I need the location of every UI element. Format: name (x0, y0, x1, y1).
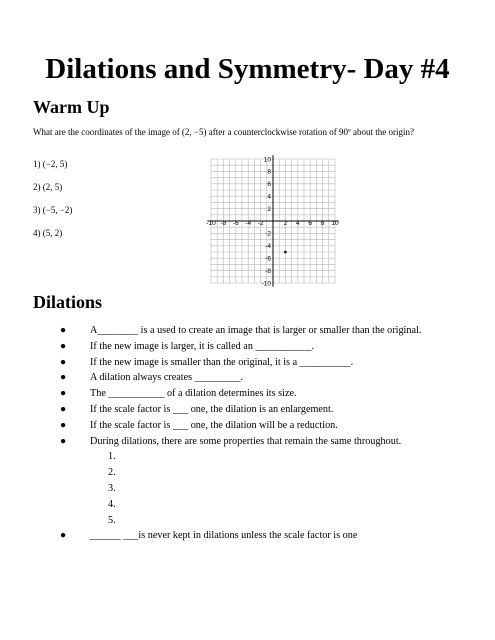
bullet-text: If the new image is larger, it is called an ___________. (90, 340, 315, 352)
x-tick-label: 4 (295, 219, 300, 227)
x-tick-label: 2 (283, 219, 288, 227)
coordinate-grid (192, 153, 354, 287)
page-title: Dilations and Symmetry- Day #4 (45, 53, 450, 85)
numbered-item: 3. (108, 482, 116, 494)
numbered-item: 4. (108, 498, 116, 510)
bullet-icon: ● (60, 325, 67, 336)
dilations-notes (60, 323, 470, 544)
bullet-text: A dilation always creates _________. (90, 372, 244, 384)
warmup-question: What are the coordinates of the image of (2, −5) after a counterclockwise rotation of 90º about the origin? (33, 127, 414, 137)
bullet-icon: ● (60, 388, 67, 400)
numbered-item: 1. (108, 451, 116, 463)
y-tick-label: -8 (265, 267, 271, 275)
answer-option-4: 4) (5, 2) (33, 228, 63, 238)
y-tick-label: -10 (261, 280, 271, 287)
x-tick-label: -8 (220, 219, 227, 227)
list-item (60, 386, 470, 402)
list-item (60, 323, 470, 339)
x-tick-label: -10 (206, 219, 216, 227)
numbered-item: 5. (108, 514, 116, 526)
y-tick-label: -2 (265, 230, 271, 238)
bullet-text: ______ ___is never kept in dilations unless the scale factor is one (90, 530, 358, 542)
bullet-icon: ● (60, 372, 67, 384)
bullet-text: If the scale factor is ___ one, the dilation is an enlargement. (90, 403, 334, 415)
bullet-icon: ● (60, 403, 67, 415)
x-tick-label: -6 (232, 219, 239, 227)
bullet-text: The ___________ of a dilation determines its size. (90, 388, 297, 400)
numbered-item: 2. (108, 467, 116, 479)
bullet-icon: ● (60, 356, 67, 368)
list-item (60, 402, 470, 418)
plotted-point (284, 251, 287, 254)
y-tick-label: 4 (267, 193, 271, 201)
list-item (60, 418, 470, 434)
warmup-heading: Warm Up (33, 97, 110, 117)
y-tick-label: -6 (265, 255, 271, 263)
x-tick-label: 6 (308, 219, 313, 227)
y-tick-label: 2 (267, 205, 271, 213)
list-item (60, 434, 470, 529)
answer-option-1: 1) (−2, 5) (33, 159, 68, 169)
bullet-text: A________ is a used to create an image that is larger or smaller than the original. (90, 325, 422, 336)
dilations-heading: Dilations (33, 292, 103, 312)
answer-option-2: 2) (2, 5) (33, 182, 63, 192)
bullet-icon: ● (60, 435, 67, 447)
bullet-text: If the new image is smaller than the original, it is a __________. (90, 356, 354, 368)
properties-list (90, 449, 470, 528)
list-item (60, 528, 470, 544)
y-tick-label: -4 (265, 243, 271, 251)
bullet-icon: ● (60, 419, 67, 431)
x-tick-label: 10 (331, 219, 339, 227)
list-item (60, 355, 470, 371)
y-tick-label: 10 (263, 156, 271, 164)
x-tick-label: 8 (320, 219, 325, 227)
answer-option-3: 3) (−5, −2) (33, 205, 73, 215)
list-item (60, 339, 470, 355)
bullet-icon: ● (60, 530, 67, 542)
list-item (60, 370, 470, 386)
y-tick-label: 8 (267, 168, 271, 176)
bullet-text: During dilations, there are some properties that remain the same throughout. (90, 435, 402, 447)
x-tick-label: -4 (245, 219, 252, 227)
x-tick-label: -2 (257, 219, 264, 227)
y-tick-label: 6 (267, 181, 271, 189)
bullet-text: If the scale factor is ___ one, the dilation will be a reduction. (90, 419, 338, 431)
bullet-icon: ● (60, 340, 67, 352)
